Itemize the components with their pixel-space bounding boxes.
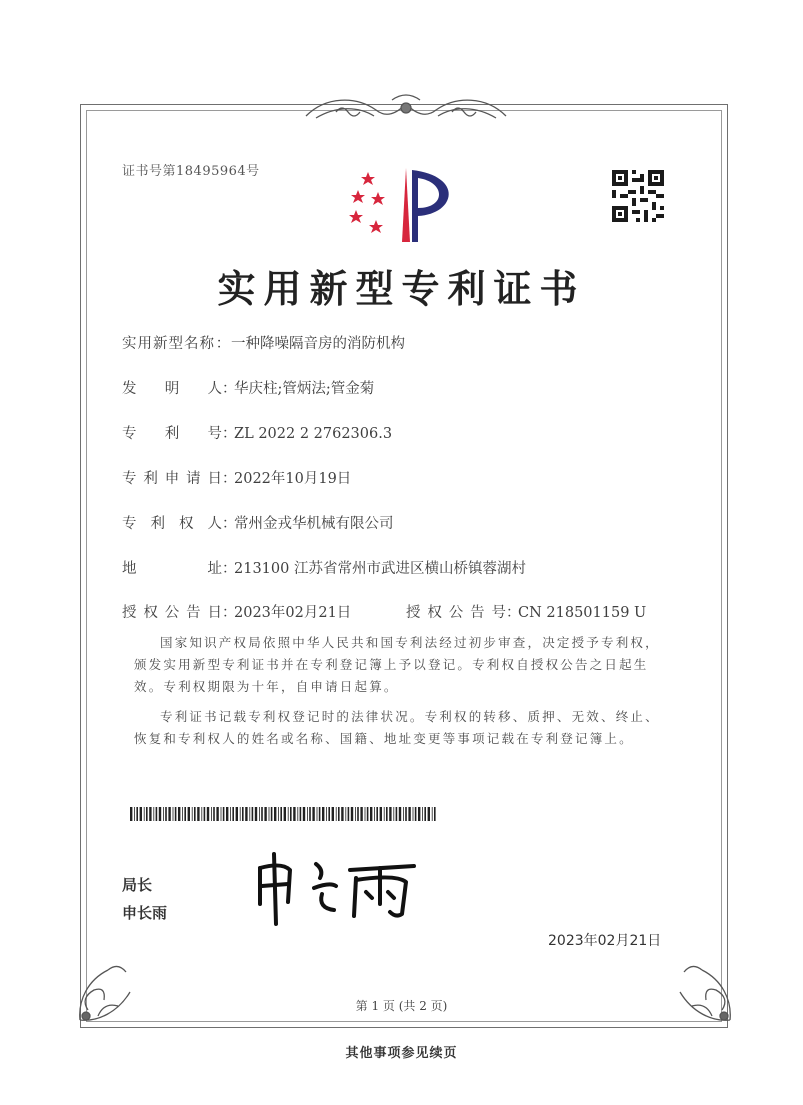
barcode-bar xyxy=(163,807,164,821)
barcode-bar xyxy=(274,807,276,821)
field-separator: ： xyxy=(222,426,237,442)
barcode-bar xyxy=(168,807,170,821)
footer-note: 其他事项参见续页 xyxy=(345,1046,458,1061)
barcode-bar xyxy=(242,807,244,821)
page-number: 第 1 页 (共 2 页) xyxy=(355,999,448,1013)
handwritten-signature xyxy=(246,848,426,928)
barcode-bar xyxy=(326,807,327,821)
barcode-bar xyxy=(357,807,359,821)
barcode-bar xyxy=(403,807,404,821)
barcode-bar xyxy=(405,807,407,821)
barcode-bar xyxy=(386,807,388,821)
barcode-bar xyxy=(328,807,330,821)
field-label: 地址 xyxy=(122,561,222,577)
field-label: 专利权人 xyxy=(122,516,222,532)
barcode-bar xyxy=(140,807,142,821)
barcode-bar xyxy=(216,807,218,821)
bottom-right-ornament-icon xyxy=(662,950,742,1030)
field-grant-number xyxy=(406,601,646,622)
barcode-bar xyxy=(146,807,148,821)
barcode-bar xyxy=(384,807,385,821)
barcode-bar xyxy=(232,807,234,821)
barcode-bar xyxy=(413,807,414,821)
barcode-bar xyxy=(297,807,298,821)
barcode-bar xyxy=(418,807,420,821)
barcode-bar xyxy=(271,807,273,821)
field-filing-date xyxy=(122,467,351,488)
barcode-bar xyxy=(261,807,263,821)
barcode-bar xyxy=(424,807,426,821)
barcode-bar xyxy=(159,807,161,821)
barcode-bar xyxy=(192,807,193,821)
barcode-bar xyxy=(396,807,398,821)
barcode-bar xyxy=(284,807,286,821)
barcode-bar xyxy=(309,807,311,821)
field-label: 授权公告日 xyxy=(122,605,222,621)
barcode-bar xyxy=(338,807,340,821)
barcode-bar xyxy=(355,807,356,821)
qr-code-icon xyxy=(612,170,664,222)
field-separator: ： xyxy=(215,336,231,352)
signatory-role: 局长 xyxy=(122,876,153,894)
barcode-bar xyxy=(393,807,394,821)
bottom-left-ornament-icon xyxy=(68,950,148,1030)
field-value: ZL 2022 2 2762306.3 xyxy=(234,426,393,442)
barcode-bar xyxy=(201,807,202,821)
barcode-bar xyxy=(374,807,375,821)
barcode-bar xyxy=(175,807,177,821)
barcode-bar xyxy=(182,807,183,821)
barcode-bar xyxy=(245,807,247,821)
barcode-bar xyxy=(136,807,138,821)
barcode-bar xyxy=(434,807,436,821)
field-value: 华庆柱;管炳法;管金菊 xyxy=(234,381,375,397)
barcode-bar xyxy=(312,807,314,821)
statement-paragraph: 国家知识产权局依照中华人民共和国专利法经过初步审查，决定授予专利权，颁发实用新型专利证书并在专利登记簿上予以登记。专利权自授权公告之日起生效。专利权期限为十年，自申请日起算。 xyxy=(134,635,660,694)
barcode-bar xyxy=(322,807,324,821)
field-label: 授权公告号 xyxy=(406,605,506,621)
barcode-bar xyxy=(213,807,215,821)
field-separator: ： xyxy=(222,605,237,621)
top-ornament-icon xyxy=(296,92,516,126)
field-inventor xyxy=(122,377,374,398)
barcode-bar xyxy=(303,807,305,821)
field-patentee xyxy=(122,512,394,533)
barcode-bar xyxy=(428,807,430,821)
barcode-bar xyxy=(153,807,154,821)
barcode-bar xyxy=(230,807,231,821)
barcode-bar xyxy=(432,807,433,821)
barcode-bar xyxy=(134,807,135,821)
barcode-bar xyxy=(259,807,260,821)
barcode-bar xyxy=(194,807,196,821)
signatory-name: 申长雨 xyxy=(122,904,168,922)
barcode-bar xyxy=(360,807,362,821)
barcode-bar xyxy=(290,807,292,821)
barcode-bar xyxy=(144,807,145,821)
barcode-bar xyxy=(178,807,180,821)
field-separator: ： xyxy=(222,381,237,397)
barcode-bar xyxy=(365,807,366,821)
barcode-bar xyxy=(345,807,346,821)
barcode-bar xyxy=(422,807,423,821)
barcode-bar xyxy=(236,807,238,821)
field-separator: ： xyxy=(222,561,237,577)
barcode-bar xyxy=(336,807,337,821)
barcode-bar xyxy=(293,807,295,821)
barcode-bar xyxy=(408,807,410,821)
barcode-bar xyxy=(376,807,378,821)
barcode-bar xyxy=(367,807,369,821)
field-label: 专利申请日 xyxy=(122,471,222,487)
barcode-bar xyxy=(399,807,401,821)
barcode-bar xyxy=(389,807,391,821)
barcode-bar xyxy=(184,807,186,821)
barcode-bar xyxy=(240,807,241,821)
barcode-bar xyxy=(278,807,279,821)
field-value: 2023年02月21日 xyxy=(234,605,352,621)
barcode-bar xyxy=(156,807,158,821)
statement-paragraph: 专利证书记载专利权登记时的法律状况。专利权的转移、质押、无效、终止、恢复和专利权人的姓名或名称、国籍、地址变更等事项记载在专利登记簿上。 xyxy=(134,709,660,746)
field-value: CN 218501159 U xyxy=(518,605,647,621)
barcode-bar xyxy=(370,807,372,821)
field-label: 实用新型名称 xyxy=(122,336,215,352)
barcode-bar xyxy=(280,807,282,821)
barcode-bar xyxy=(317,807,318,821)
barcode-bar xyxy=(288,807,289,821)
barcode-bar xyxy=(307,807,308,821)
signature-date: 2023年02月21日 xyxy=(548,933,662,949)
field-value: 213100 江苏省常州市武进区横山桥镇蓉湖村 xyxy=(234,561,526,577)
certificate-number: 证书号第18495964号 xyxy=(122,164,260,179)
barcode-bar xyxy=(173,807,174,821)
barcode-bar xyxy=(226,807,228,821)
cnipa-logo-icon xyxy=(346,162,464,248)
field-separator: ： xyxy=(506,605,521,621)
barcode-bar xyxy=(269,807,270,821)
barcode-bar xyxy=(380,807,382,821)
barcode-bar xyxy=(211,807,212,821)
barcode-bar xyxy=(207,807,209,821)
barcode-bar xyxy=(348,807,350,821)
field-utility-name xyxy=(122,332,405,353)
field-value: 2022年10月19日 xyxy=(234,471,352,487)
barcode-bar xyxy=(264,807,266,821)
field-grant-date xyxy=(122,601,351,622)
field-value: 一种降噪隔音房的消防机构 xyxy=(231,336,405,352)
field-patent-number xyxy=(122,422,392,443)
barcode-bar xyxy=(197,807,199,821)
barcode-bar xyxy=(223,807,225,821)
barcode-bar xyxy=(221,807,222,821)
barcode-bar xyxy=(332,807,334,821)
barcode-bar xyxy=(204,807,206,821)
barcode-bar xyxy=(252,807,254,821)
barcode-bar xyxy=(351,807,353,821)
barcode-bar xyxy=(300,807,302,821)
barcode-bar xyxy=(319,807,321,821)
barcode-bar xyxy=(165,807,167,821)
barcode-icon xyxy=(130,807,438,821)
barcode-bar xyxy=(255,807,257,821)
barcode-bar xyxy=(415,807,417,821)
field-separator: ： xyxy=(222,471,237,487)
certificate-title: 实用新型专利证书 xyxy=(217,267,586,311)
barcode-bar xyxy=(341,807,343,821)
barcode-bar xyxy=(249,807,250,821)
field-separator: ： xyxy=(222,516,237,532)
field-label: 专利号 xyxy=(122,426,222,442)
field-value: 常州金戎华机械有限公司 xyxy=(234,516,394,532)
barcode-bar xyxy=(149,807,151,821)
barcode-bar xyxy=(130,807,132,821)
field-label: 发明人 xyxy=(122,381,222,397)
barcode-bar xyxy=(188,807,190,821)
field-address xyxy=(122,557,526,578)
